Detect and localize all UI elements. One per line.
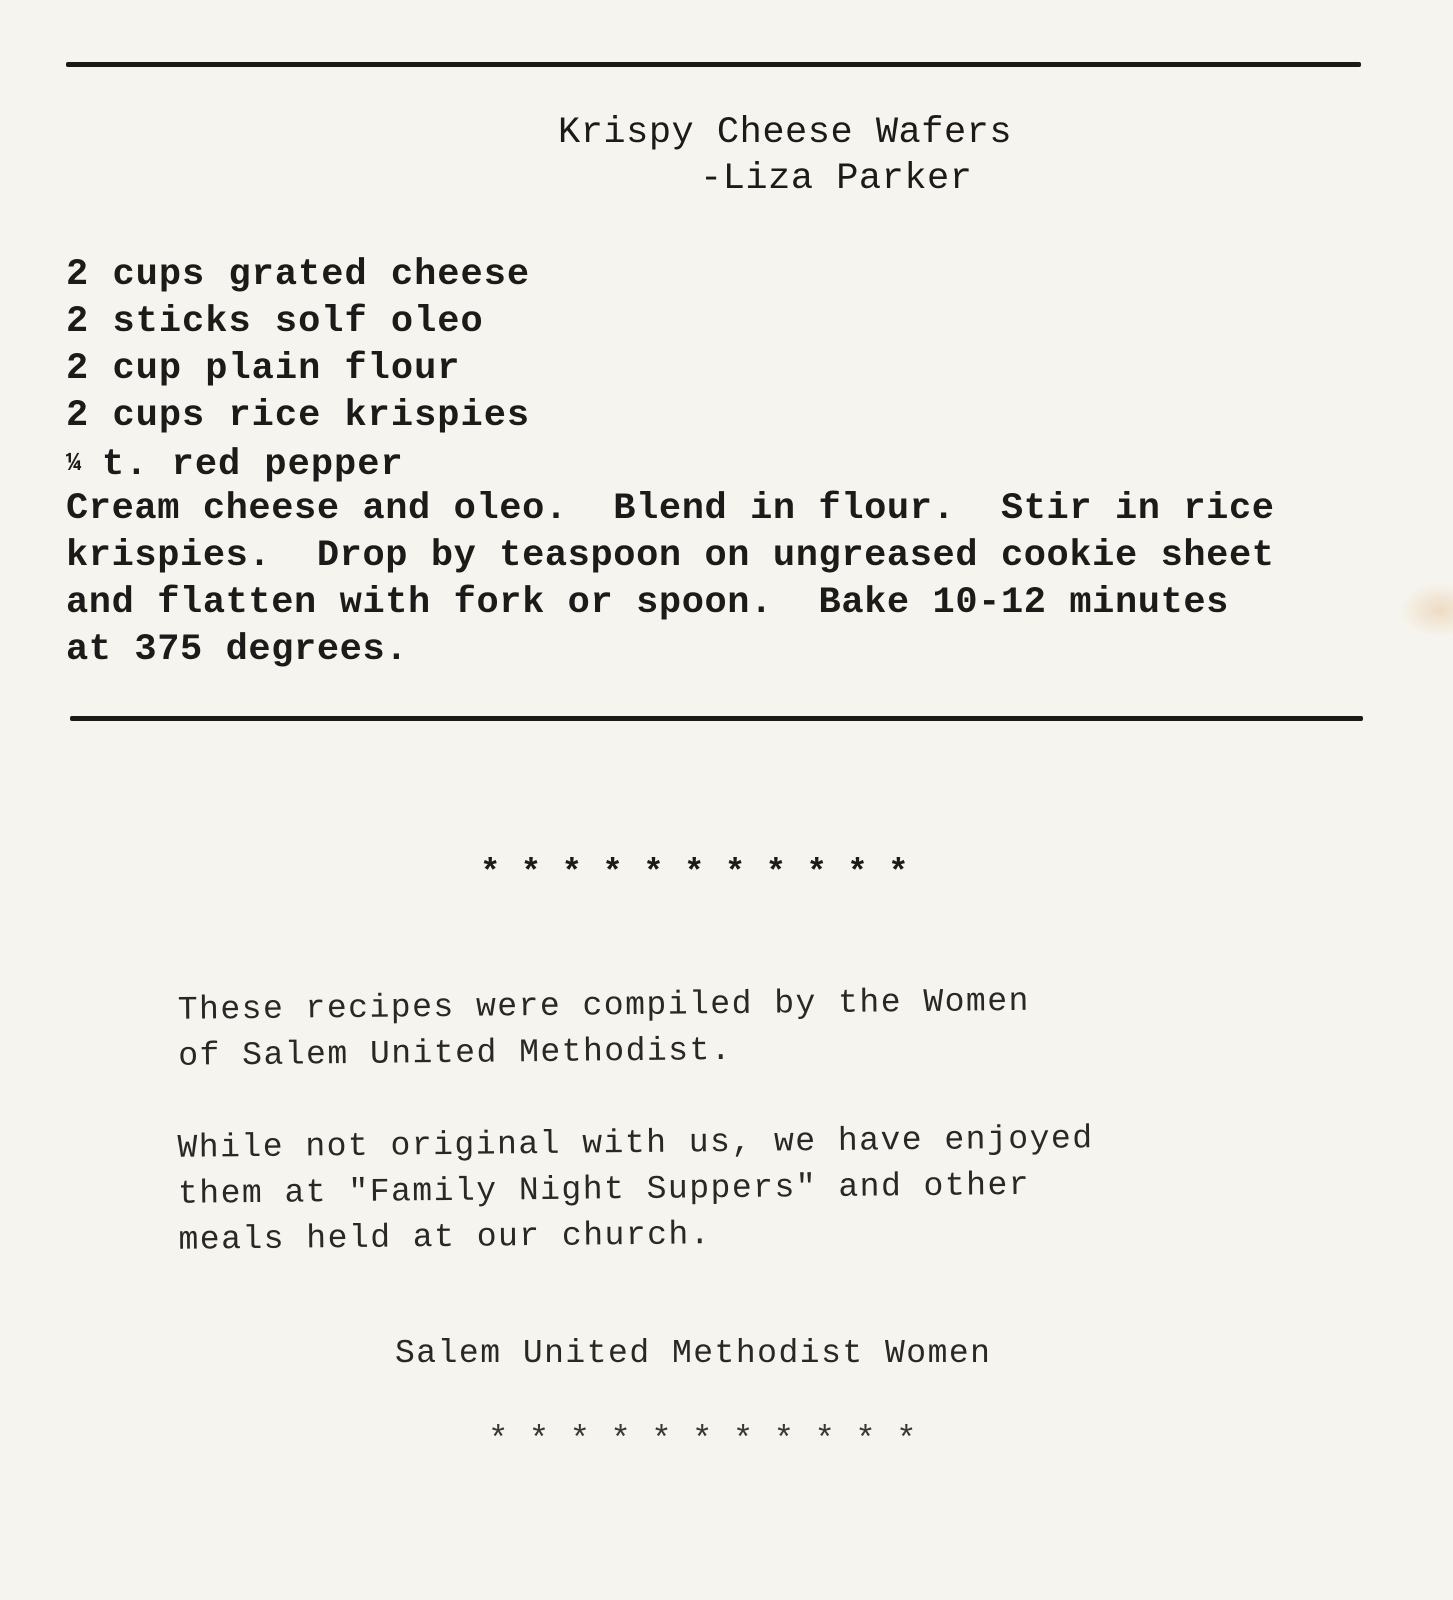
ingredient-text: cup plain flour	[112, 348, 461, 390]
signature-line: Salem United Methodist Women	[395, 1335, 992, 1372]
enjoyed-paragraph	[177, 1114, 1278, 1264]
instruction-line: Cream cheese and oleo. Blend in flour. Stir in rice	[66, 488, 1275, 530]
asterisk-separator: * * * * * * * * * * *	[480, 855, 909, 893]
recipe-title: Krispy Cheese Wafers	[558, 112, 1013, 154]
ingredient-text: sticks solf oleo	[112, 301, 484, 343]
ingredient-text: cups rice krispies	[112, 395, 531, 437]
ingredient-qty: 2	[66, 348, 90, 390]
recipe-author: -Liza Parker	[700, 158, 973, 200]
ingredient-qty: ¼	[66, 448, 83, 478]
ingredient-list	[66, 252, 530, 489]
bottom-divider-line	[70, 716, 1363, 721]
note-line: While not original with us, we have enjoyed	[177, 1120, 1094, 1167]
instruction-line: at 375 degrees.	[66, 629, 409, 671]
instruction-line: krispies. Drop by teaspoon on ungreased cookie sheet	[66, 535, 1275, 577]
ingredient-item	[66, 393, 530, 440]
compiled-by-paragraph	[178, 976, 1279, 1080]
ingredient-item	[66, 299, 530, 346]
ingredient-qty: 2	[66, 395, 90, 437]
note-line: meals held at our church.	[178, 1216, 712, 1259]
recipe-instructions	[66, 486, 1386, 674]
ingredient-item	[66, 346, 530, 393]
note-line: them at "Family Night Suppers" and other	[177, 1166, 1031, 1213]
note-line: of Salem United Methodist.	[178, 1031, 733, 1075]
closing-asterisk-separator: * * * * * * * * * * *	[488, 1422, 917, 1460]
ingredient-qty: 2	[66, 301, 90, 343]
ingredient-text: cups grated cheese	[112, 254, 531, 296]
ingredient-text: t. red pepper	[102, 444, 404, 486]
ingredient-item	[66, 440, 530, 489]
instruction-line: and flatten with fork or spoon. Bake 10-12 minutes	[66, 582, 1229, 624]
ingredient-qty: 2	[66, 254, 90, 296]
top-divider-line	[66, 62, 1361, 67]
ingredient-item	[66, 252, 530, 299]
note-line: These recipes were compiled by the Women	[177, 982, 1031, 1029]
